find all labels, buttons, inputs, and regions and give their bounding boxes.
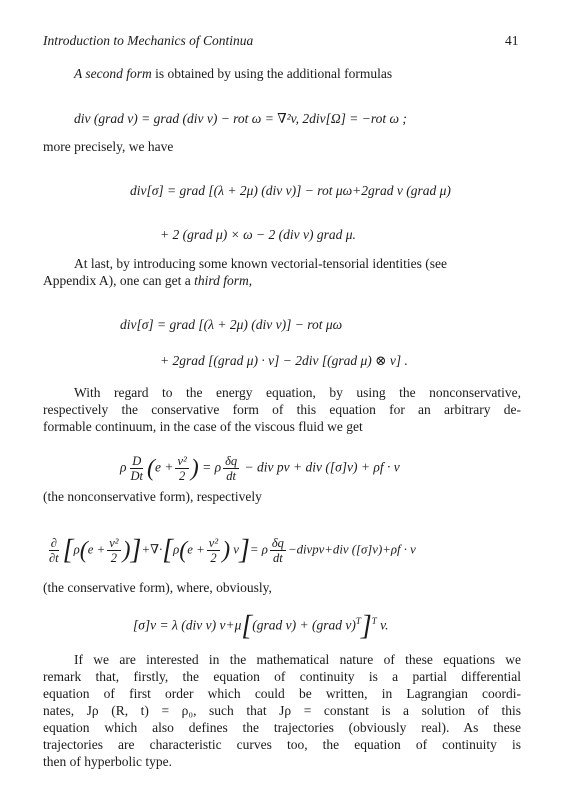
eq5-rbracket: ] — [130, 534, 142, 566]
eq4-tail: − div pv + div ([σ]v) + ρf · v — [244, 459, 400, 475]
eq5-num-v2b: v² — [208, 536, 219, 550]
eq5-num-v2: v² — [109, 536, 119, 550]
eq5-frac-d — [47, 536, 61, 565]
eq4-den-dt: Dt — [130, 469, 143, 483]
nonconservative-note: (the nonconservative form), respectively — [43, 489, 262, 504]
equation-2b: + 2 (grad μ) × ω − 2 (div v) grad μ. — [160, 227, 356, 242]
eq4-e: e + — [154, 459, 174, 475]
equation-1: div (grad v) = grad (div v) − rot ω = ∇²v, 2div[Ω] = −rot ω ; — [74, 111, 407, 126]
intro-italic: A second form — [74, 66, 152, 81]
equation-5 — [45, 536, 416, 565]
eq5-den-dt: ∂t — [49, 551, 59, 565]
eq5-rho2: ρ — [173, 542, 180, 557]
para-last-2-italic: third form — [194, 273, 249, 288]
eq4-equals: = ρ — [202, 459, 222, 475]
paragraph-last-2 — [43, 273, 252, 289]
final-2: remark that, firstly, the equation of continuity is a partial differential — [43, 669, 521, 684]
eq4-num-v2: v² — [177, 454, 187, 468]
paragraph-energy-2: respectively the conservative form of this equation for an arbitrary de- — [43, 402, 521, 417]
eq5-rbracket2: ] — [238, 534, 250, 566]
eq5-lparen2: ( — [179, 537, 188, 564]
eq6-transpose-outer: T — [371, 616, 377, 626]
eq4-lparen: ( — [146, 455, 155, 482]
eq5-frac-v — [107, 536, 120, 565]
paragraph-energy-1: With regard to the energy equation, by using the nonconservative, — [74, 385, 521, 400]
intro-rest: is obtained by using the additional formulas — [151, 66, 393, 81]
conservative-note: (the conservative form), where, obviously, — [43, 580, 272, 595]
intro-line — [74, 66, 392, 82]
eq6-transpose-inner: T — [355, 616, 361, 626]
final-5: equation which also defines the trajectories (obviously real). As these — [43, 720, 521, 735]
eq4-num-d: D — [132, 454, 142, 468]
eq5-equals: = ρ — [249, 542, 268, 557]
running-title: Introduction to Mechanics of Continua — [43, 33, 254, 48]
equation-6 — [133, 610, 389, 642]
final-4: nates, Jρ (R, t) = ρ₀, such that Jρ = constant is a solution of this — [43, 703, 521, 718]
equation-3b: + 2grad [(grad μ) · v] − 2div [(grad μ) ⊗ v] . — [160, 353, 408, 368]
eq5-e: e + — [87, 542, 106, 557]
eq4-rparen: ) — [190, 455, 199, 482]
more-precisely: more precisely, we have — [43, 139, 174, 154]
eq5-den-2: 2 — [110, 551, 117, 565]
eq5-tail: −divpv+div ([σ]v)+ρf · v — [287, 542, 416, 557]
eq6-inner: (grad v) + (grad v) — [252, 617, 356, 633]
eq5-num-dq: δq — [271, 536, 284, 550]
eq5-lbracket: [ — [62, 534, 74, 566]
eq4-den-2: 2 — [178, 469, 186, 483]
equation-4 — [120, 454, 400, 483]
eq5-e2: e + — [187, 542, 205, 557]
eq4-frac-d — [128, 454, 145, 483]
eq5-num-d: ∂ — [50, 536, 57, 550]
eq6-lbracket: [ — [241, 610, 253, 642]
eq5-den-dtq: dt — [273, 551, 283, 565]
eq4-frac-q — [223, 454, 239, 483]
eq5-frac-v2 — [207, 536, 220, 565]
eq4-frac-v — [175, 454, 188, 483]
eq5-den-2b: 2 — [210, 551, 217, 565]
eq6-pre: [σ]v = λ (div v) v+μ — [133, 617, 242, 633]
eq5-frac-q — [270, 536, 286, 565]
equation-2a: div[σ] = grad [(λ + 2μ) (div v)] − rot μω+2grad v (grad μ) — [130, 183, 451, 198]
final-6: trajectories are characteristic curves too, the equation of continuity is — [43, 737, 521, 752]
eq4-den-dt2: dt — [226, 469, 236, 483]
final-1: If we are interested in the mathematical nature of these equations we — [74, 652, 521, 667]
page-number: 41 — [505, 33, 519, 48]
eq4-num-dq: δq — [225, 454, 238, 468]
para-last-2-post: , — [248, 273, 253, 288]
eq5-v: v — [233, 542, 239, 557]
eq5-rparen2: ) — [222, 537, 231, 564]
eq5-lparen: ( — [79, 537, 88, 564]
final-7: then of hyperbolic type. — [43, 754, 172, 769]
eq5-rho: ρ — [73, 542, 80, 557]
equation-3a: div[σ] = grad [(λ + 2μ) (div v)] − rot μω — [120, 317, 343, 332]
paragraph-energy-3: formable continuum, in the case of the viscous fluid we get — [43, 419, 363, 434]
eq6-post: v. — [380, 617, 389, 633]
eq5-lbracket2: [ — [162, 534, 174, 566]
paragraph-last-1: At last, by introducing some known vectorial-tensorial identities (see — [74, 256, 448, 271]
eq6-rbracket: ] — [360, 610, 372, 642]
eq4-rho: ρ — [120, 459, 127, 475]
final-3: equation of first order which could be written, in Lagrangian coordi- — [43, 686, 521, 701]
eq5-nabla: +∇· — [141, 542, 163, 557]
eq5-rparen: ) — [122, 537, 131, 564]
para-last-2-pre: Appendix A), one can get a — [43, 273, 195, 288]
